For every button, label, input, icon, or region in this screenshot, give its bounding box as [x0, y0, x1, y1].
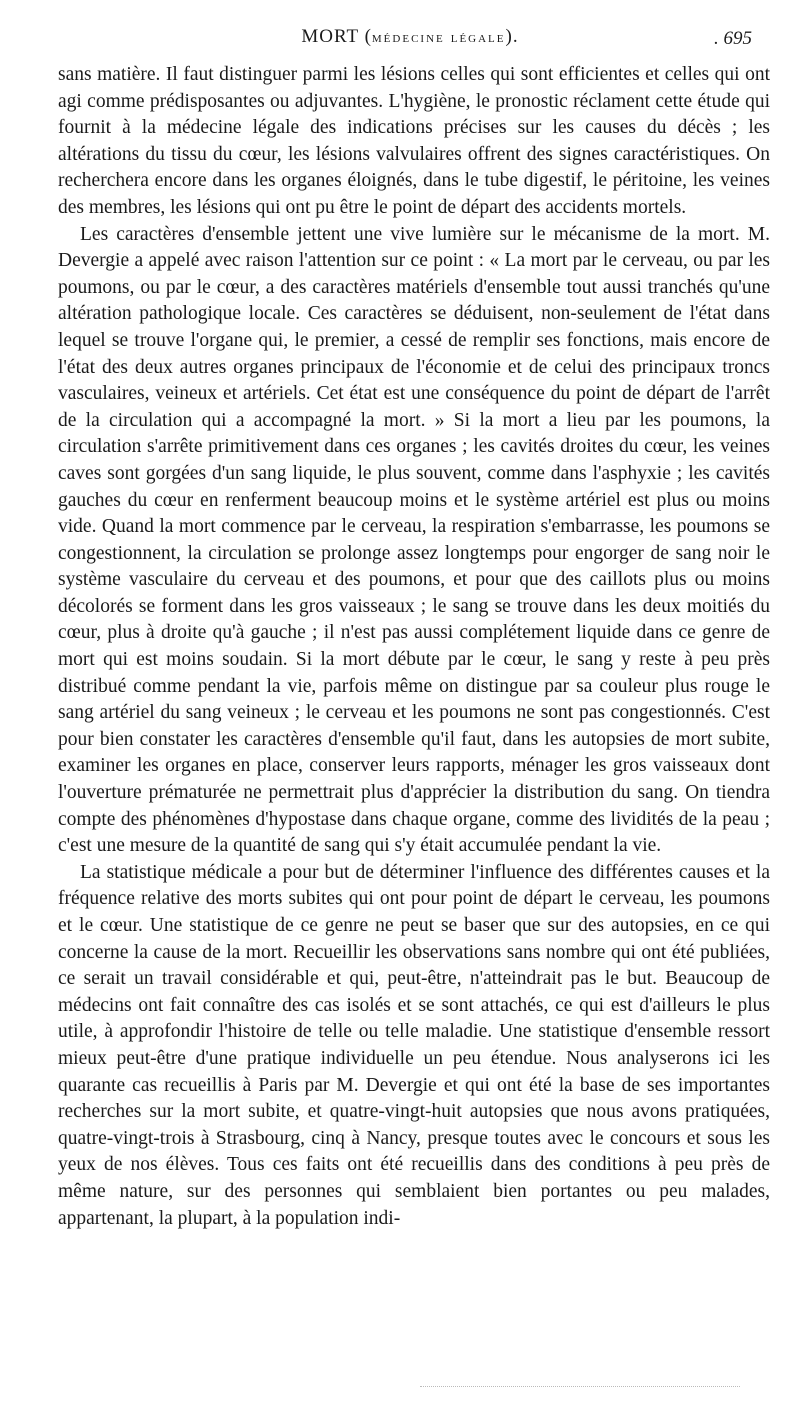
paragraph-caracteres-ensemble: Les caractères d'ensemble jettent une vive lumière sur le mécanisme de la mort. M. Devergie a appelé avec raison l'attention sur ce point : « La mort par le cerveau, ou par les poumons, ou par le cœur, a des caractères matériels d'ensemble tout aussi tranchés qu'une altération pathologique locale. Ces caractères se déduisent, non-seulement de l'état dans lequel se trouve l'organe qui, le premier, a cessé de remplir ses fonctions, mais encore de l'état des deux autres organes principaux de l'économie et de celui des principaux troncs vasculaires, veineux et artériels. Cet état est une conséquence du point de départ de l'arrêt de la circulation qui a accompagné la mort. » Si la mort a lieu par les poumons, la circulation s'arrête primitivement dans ces organes ; les cavités droites du cœur, les veines caves sont gorgées d'un sang liquide, le plus souvent, comme dans l'asphyxie ; les cavités gauches du cœur en renferment beaucoup moins et le système artériel est plus ou moins vide. Quand la mort commence par le cerveau, la respiration s'embarrasse, les poumons se congestionnent, la circulation se prolonge assez longtemps pour engorger de sang noir le système vasculaire du cerveau et des poumons, et pour que des caillots plus ou moins décolorés se forment dans les gros vaisseaux ; le sang se trouve dans les deux moitiés du cœur, plus à droite qu'à gauche ; il n'est pas aussi complétement liquide dans ce genre de mort qui est moins soudain. Si la mort débute par le cœur, le sang y reste à peu près distribué comme pendant la vie, parfois même on distingue par sa couleur plus rouge le sang artériel du sang veineux ; le cerveau et les poumons ne sont pas congestionnés. C'est pour bien constater les caractères d'ensemble qu'il faut, dans les autopsies de mort subite, examiner les organes en place, conserver leurs rapports, ménager les gros vaisseaux dont l'ouverture prématurée ne permettrait plus d'apprécier la distribution du sang. On tiendra compte des phénomènes d'hypostase dans chaque organe, comme des lividités de la peau ; c'est une mesure de la quantité de sang qui s'y était accumulée pendant la vie. [58, 223, 770, 857]
running-title-subject: médecine légale [371, 29, 506, 46]
paragraph-statistique: La statistique médicale a pour but de déterminer l'influence des différentes causes et la fréquence relative des morts subites qui ont pour point de départ le cerveau, les poumons et le cœur. Une statistique de ce genre ne peut se baser que sur des autopsies, en ce qui concerne la cause de la mort. Recueillir les observations sans nombre qui ont été publiées, ce serait un travail considérable et qui, peut-être, n'atteindrait pas le but. Beaucoup de médecins ont fait connaître des cas isolés et se sont attachés, ce qui est d'ailleurs le plus utile, à approfondir l'histoire de telle ou telle maladie. Une statistique d'ensemble ressort mieux peut-être d'une pratique individuelle un peu étendue. Nous analyserons ici les quarante cas recueillis à Paris par M. Devergie et qui ont été la base de ses importantes recherches sur la mort subite, et quatre-vingt-huit autopsies que nous avons pratiquées, quatre-vingt-trois à Strasbourg, cinq à Nancy, presque toutes avec le concours et sous les yeux de nos élèves. Tous ces faits ont été recueillis dans des conditions à peu près de même nature, sur des personnes qui semblaient bien portantes ou peu malades, appartenant, la plupart, à la population indi- [58, 861, 770, 1229]
body-text [58, 62, 770, 1232]
running-title [60, 26, 760, 48]
running-header [60, 26, 760, 56]
running-title-main: MORT ( [301, 26, 372, 47]
paragraph-continuation: sans matière. Il faut distinguer parmi les lésions celles qui sont efficientes et celles qui ont agi comme prédisposantes ou adjuvantes. L'hygiène, le pronostic réclament cette étude qui fournit à la médecine légale des indications précises sur les causes du décès ; les altérations du tissu du cœur, les lésions valvulaires offrent des signes caractéristiques. On recherchera encore dans les organes éloignés, dans le tube digestif, le péritoine, les veines des membres, les lésions qui ont pu être le point de départ des accidents mortels. [58, 64, 770, 218]
page-number: . 695 [714, 28, 752, 49]
running-title-close: ). [505, 26, 519, 47]
faint-bleedthrough-line [420, 1386, 740, 1391]
